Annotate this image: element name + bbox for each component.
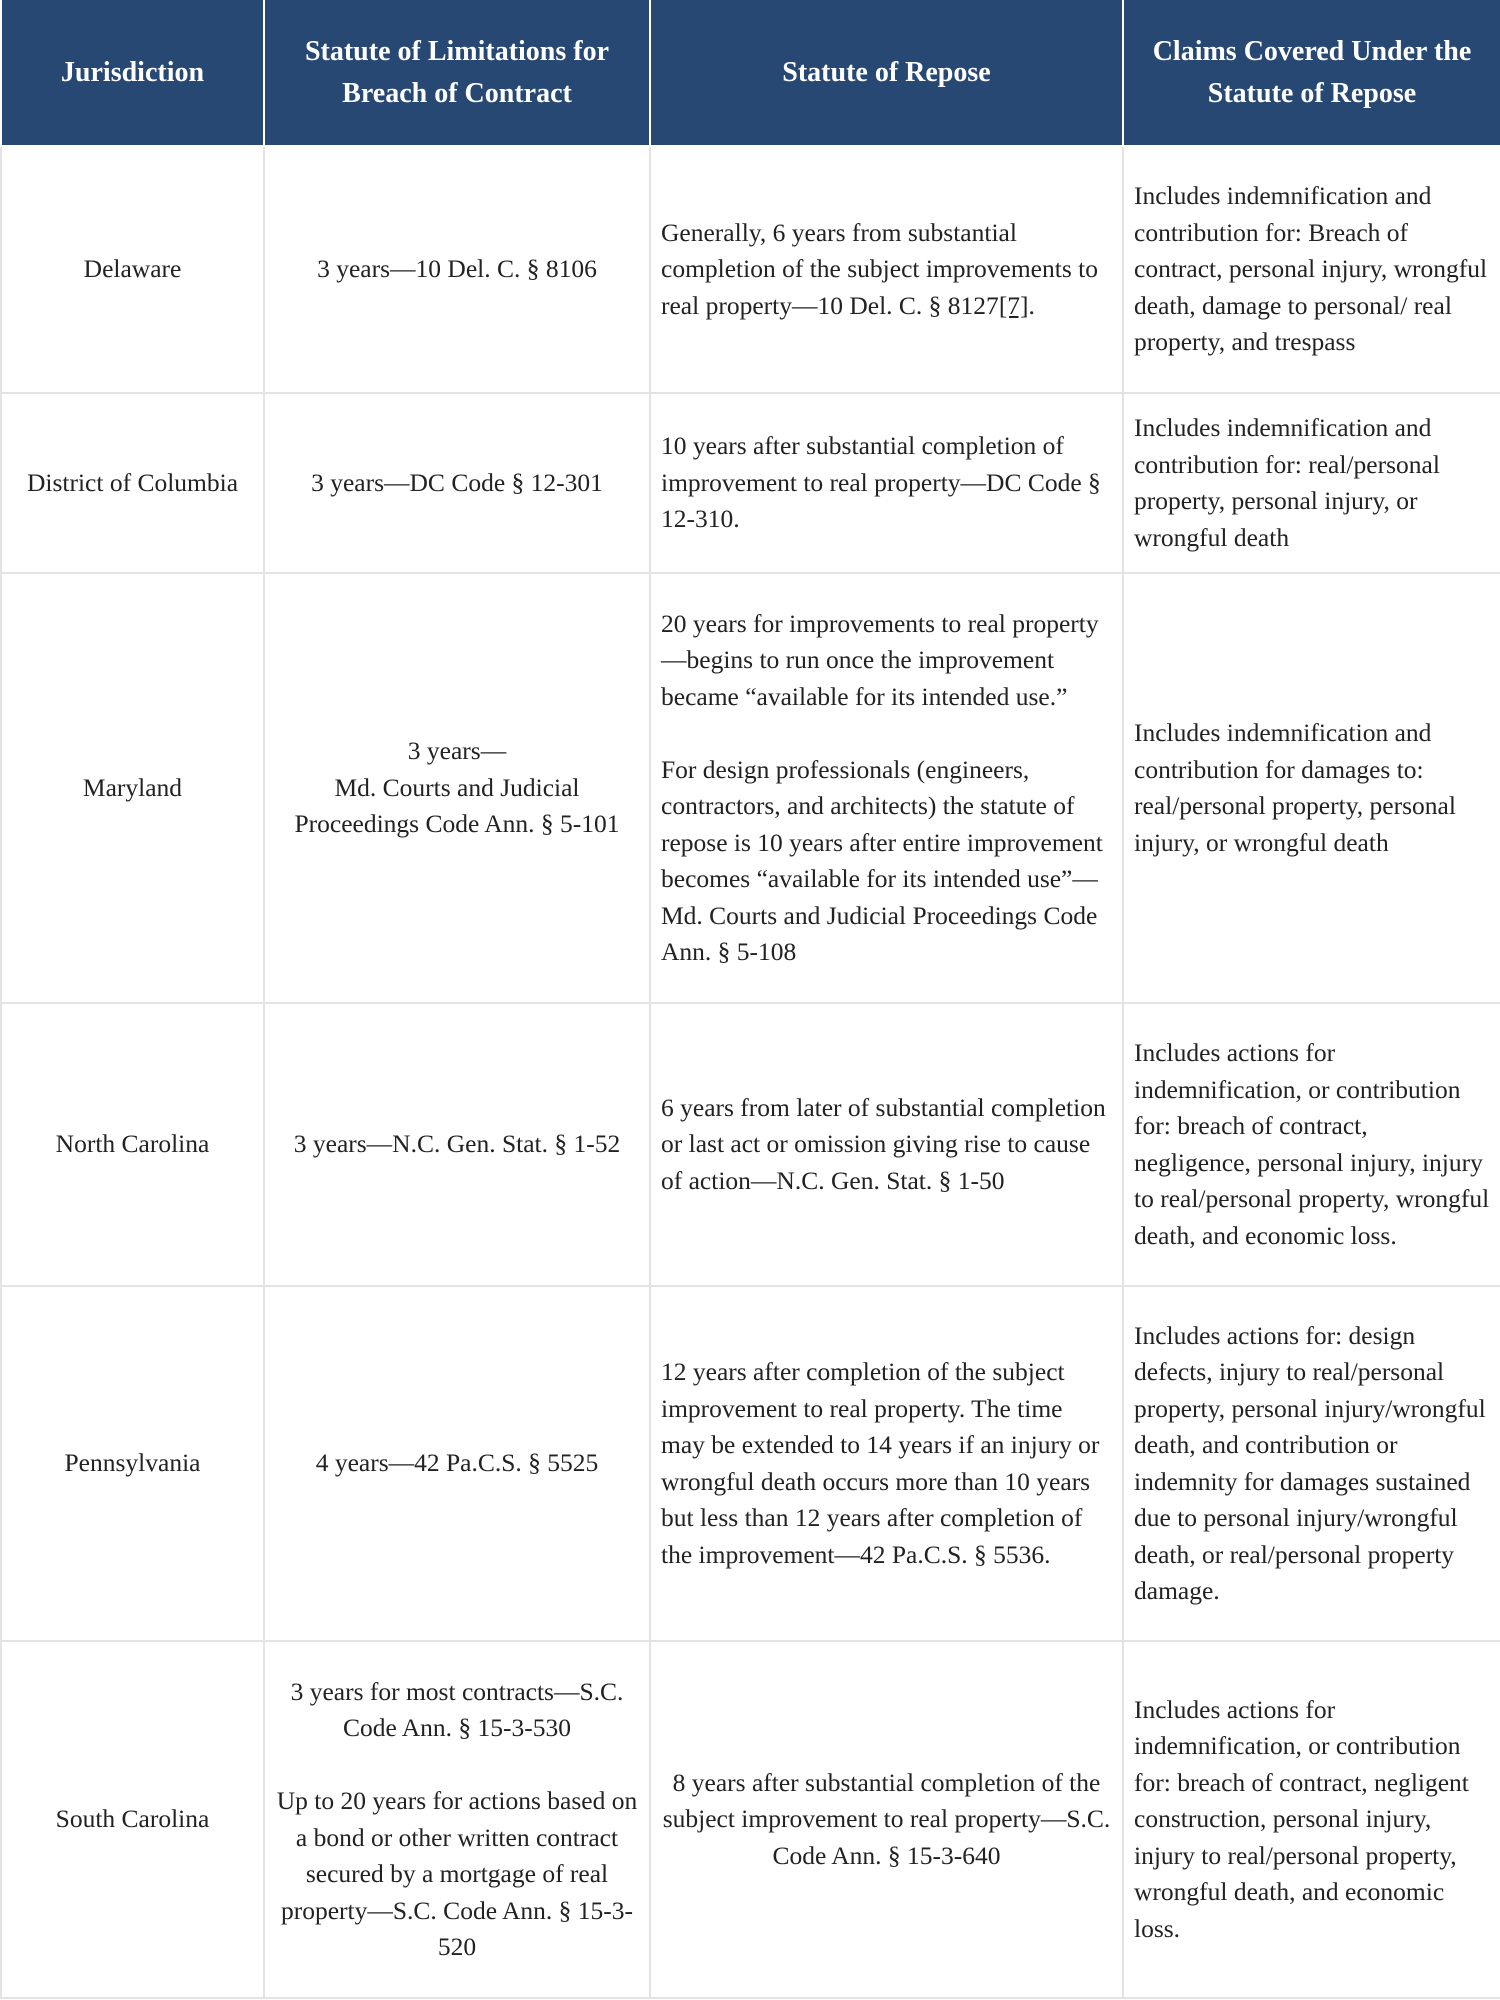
limitations-cell — [264, 1641, 650, 1998]
repose-tail: . — [1028, 290, 1035, 320]
limitations-cell — [264, 1003, 650, 1286]
repose-cell — [650, 1286, 1123, 1641]
repose-cell — [650, 393, 1123, 573]
jurisdiction-cell: Pennsylvania — [1, 1286, 264, 1641]
header-claims: Claims Covered Under the Statute of Repose — [1123, 0, 1500, 146]
limitations-text: Up to 20 years for actions based on a bond or other written contract secured by a mortgage of real property—S.C. Code Ann. § 15-3-520 — [276, 1786, 638, 1961]
limitations-text: 3 years—10 Del. C. § 8106 — [317, 254, 597, 284]
limitations-text: 3 years—DC Code § 12-301 — [311, 467, 603, 497]
header-repose: Statute of Repose — [650, 0, 1123, 146]
table-row — [1, 1286, 1500, 1641]
limitations-cell — [264, 1286, 650, 1641]
claims-cell: Includes indemnification and contribution for: real/personal property, personal injury, or wrongful death — [1123, 393, 1500, 573]
repose-cell — [650, 146, 1123, 393]
limitations-text: 3 years—N.C. Gen. Stat. § 1-52 — [293, 1129, 621, 1159]
table-row — [1, 146, 1500, 393]
footnote-link[interactable]: [7] — [998, 290, 1029, 320]
header-row — [1, 0, 1500, 146]
table-row — [1, 1003, 1500, 1286]
table-row — [1, 1641, 1500, 1998]
paragraph-gap — [661, 715, 1112, 752]
header-jurisdiction: Jurisdiction — [1, 0, 264, 146]
repose-text: 8 years after substantial completion of the subject improvement to real property—S.C. Code Ann. § 15-3-640 — [662, 1767, 1111, 1870]
claims-cell: Includes indemnification and contribution for: Breach of contract, personal injury, wrongful death, damage to personal/ real property, and trespass — [1123, 146, 1500, 393]
repose-text: 20 years for improvements to real property—begins to run once the improvement became “available for its intended use.” — [661, 608, 1099, 711]
table-row — [1, 393, 1500, 573]
jurisdiction-cell: Maryland — [1, 573, 264, 1003]
limitations-text: 3 years— — [407, 736, 507, 766]
repose-cell — [650, 1641, 1123, 1998]
header-limitations: Statute of Limitations for Breach of Contract — [264, 0, 650, 146]
limitations-text: 4 years—42 Pa.C.S. § 5525 — [315, 1448, 599, 1478]
jurisdiction-cell: Delaware — [1, 146, 264, 393]
table-header — [1, 0, 1500, 146]
limitations-cell — [264, 573, 650, 1003]
claims-cell: Includes actions for: design defects, injury to real/personal property, personal injury/wrongful death, and contribution or indemnity for damages sustained due to personal injury/wrongful death, or real/personal property damage. — [1123, 1286, 1500, 1641]
claims-cell: Includes actions for indemnification, or contribution for: breach of contract, negligent construction, personal injury, injury to real/personal property, wrongful death, and economic loss. — [1123, 1641, 1500, 1998]
claims-cell: Includes actions for indemnification, or contribution for: breach of contract, negligence, personal injury, injury to real/personal property, wrongful death, and economic loss. — [1123, 1003, 1500, 1286]
repose-text: Generally, 6 years from substantial completion of the subject improvements to real property—10 Del. C. § 8127 — [661, 217, 1098, 320]
repose-cell — [650, 573, 1123, 1003]
limitations-cell — [264, 393, 650, 573]
jurisdiction-cell: North Carolina — [1, 1003, 264, 1286]
table-body — [1, 146, 1500, 1998]
limitations-text: 3 years for most contracts—S.C. Code Ann. § 15-3-530 — [290, 1676, 624, 1742]
paragraph-gap — [275, 1747, 639, 1784]
repose-text: 12 years after completion of the subject improvement to real property. The time may be extended to 14 years if an injury or wrongful death occurs more than 10 years but less than 12 years after completion of the improvement—42 Pa.C.S. § 5536. — [661, 1357, 1100, 1569]
claims-cell: Includes indemnification and contribution for damages to: real/personal property, personal injury, or wrongful death — [1123, 573, 1500, 1003]
repose-text: For design professionals (engineers, contractors, and architects) the statute of repose is 10 years after entire improvement becomes “available for its intended use”—Md. Courts and Judicial Proceedings Code Ann. § 5-108 — [661, 754, 1103, 966]
jurisdiction-cell: South Carolina — [1, 1641, 264, 1998]
limitations-text: Md. Courts and Judicial Proceedings Code Ann. § 5-101 — [294, 772, 620, 839]
table-row — [1, 573, 1500, 1003]
repose-text: 6 years from later of substantial completion or last act or omission giving rise to cause of action—N.C. Gen. Stat. § 1-50 — [661, 1092, 1106, 1195]
repose-text: 10 years after substantial completion of improvement to real property—DC Code § 12-310. — [661, 431, 1101, 534]
jurisdiction-cell: District of Columbia — [1, 393, 264, 573]
repose-cell — [650, 1003, 1123, 1286]
limitations-cell — [264, 146, 650, 393]
